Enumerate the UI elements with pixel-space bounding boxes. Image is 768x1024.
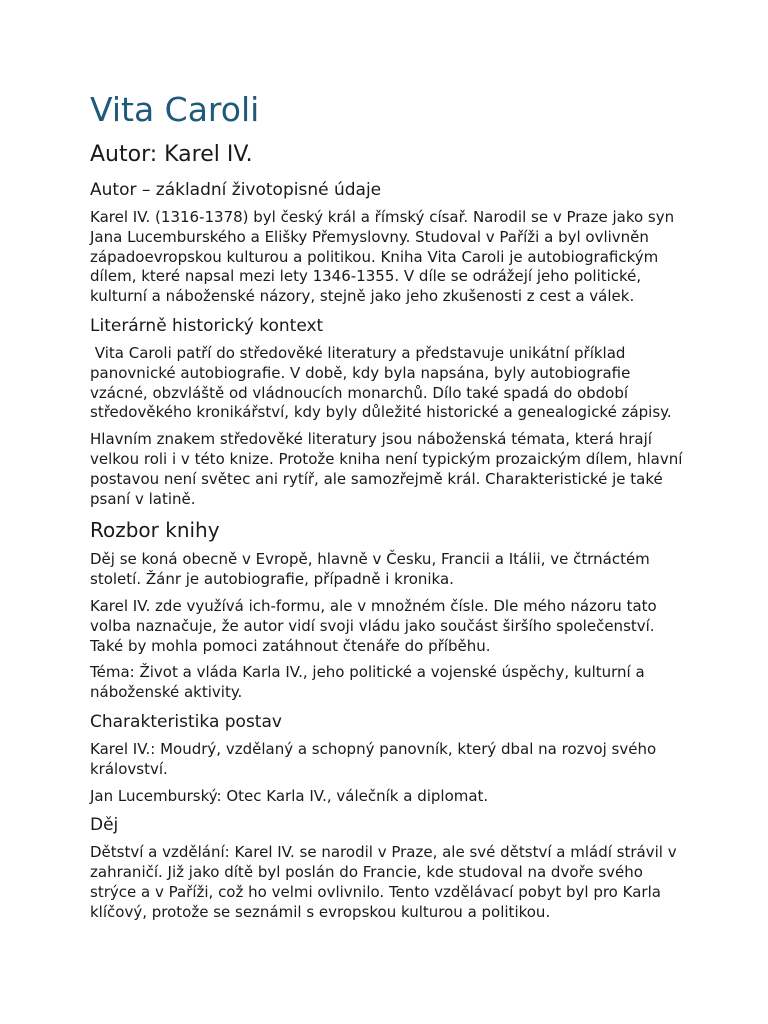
bio-paragraph: Karel IV. (1316-1378) byl český král a římský císař. Narodil se v Praze jako syn Jana Lucemburského a Elišky Přemyslovny. Studoval v Paříži a byl ovlivněn západoevropskou kulturou a politikou. Kniha Vita Caroli je autobiografickým dílem, které napsal mezi lety 1346-1355. V díle se odrážejí jeho politické, kulturní a náboženské názory, stejně jako jeho zkušenosti z cest a válek. [90,208,675,306]
analysis-paragraph-1: Děj se koná obecně v Evropě, hlavně v Česku, Francii a Itálii, ve čtrnáctém století. Žánr je autobiografie, případně i kronika. [90,550,650,589]
author-heading: Autor: Karel IV. [90,142,253,167]
context-heading: Literárně historický kontext [90,315,324,336]
document-title: Vita Caroli [90,90,260,129]
plot-paragraph-1: Dětství a vzdělání: Karel IV. se narodil v Praze, ale své dětství a mládí strávil v zahraničí. Již jako dítě byl poslán do Francie, kde studoval na dvoře svého strýce a v Paříži, což ho velmi ovlivnilo. Tento vzdělávací pobyt byl pro Karla klíčový, protože se seznámil s evropskou kulturou a politikou. [90,843,677,921]
bio-heading: Autor – základní životopisné údaje [90,180,382,200]
plot-heading: Děj [90,815,119,836]
characters-paragraph-1: Karel IV.: Moudrý, vzdělaný a schopný panovník, který dbal na rozvoj svého království. [90,739,657,778]
characters-heading: Charakteristika postav [90,711,282,732]
context-paragraph-2: Hlavním znakem středověké literatury jsou náboženská témata, která hrají velkou roli i v této knize. Protože kniha není typickým prozaickým dílem, hlavní postavou není světec ani rytíř, ale samozřejmě král. Charakteristické je také psaní v latině. [90,430,683,508]
analysis-paragraph-2: Karel IV. zde využívá ich-formu, ale v množném čísle. Dle mého názoru tato volba naznačuje, že autor vidí svoji vládu jako součást širšího společenství. Také by mohla pomoci zatáhnout čtenáře do příběhu. [90,596,657,655]
analysis-heading: Rozbor knihy [90,518,220,543]
characters-paragraph-2: Jan Lucemburský: Otec Karla IV., válečník a diplomat. [90,786,489,805]
analysis-paragraph-3: Téma: Život a vláda Karla IV., jeho politické a vojenské úspěchy, kulturní a náboženské aktivity. [90,663,645,702]
context-paragraph-1: Vita Caroli patří do středověké literatury a představuje unikátní příklad panovnické autobiografie. V době, kdy byla napsána, byly autobiografie vzácné, obzvláště od vládnoucích monarchů. Dílo také spadá do období středověkého kronikářství, kdy byly důležité historické a genealogické zápisy. [90,343,672,422]
